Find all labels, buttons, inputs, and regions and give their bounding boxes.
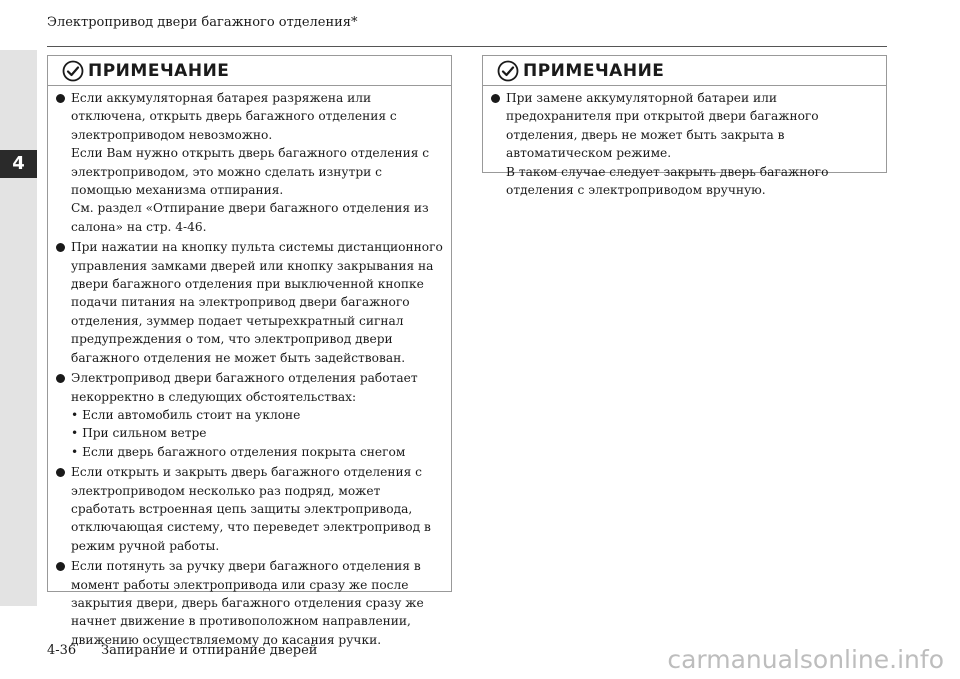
header-divider xyxy=(47,46,887,47)
note-item-text: Если потянуть за ручку двери багажного отделения в момент работы электропривода или сразу же после закрытия двери, дверь багажного отделения сразу же начнет движение в противоположном направлении, движению осуществляемому до касания ручки. xyxy=(71,559,424,647)
note-title: ПРИМЕЧАНИЕ xyxy=(88,60,230,81)
note-item xyxy=(56,557,445,649)
note-item-text: Если открыть и закрыть дверь багажного отделения с электроприводом несколько раз подряд, может сработать встроенная цепь защиты электропривода, отключающая систему, что переведет электропривод в режим ручной работы. xyxy=(71,465,431,553)
note-header xyxy=(48,56,451,86)
bullet-icon xyxy=(491,94,500,103)
note-item-text: В таком случае следует закрыть дверь багажного отделения с электроприводом вручную. xyxy=(506,164,829,198)
note-sub-item: • Если дверь багажного отделения покрыта снегом xyxy=(71,444,406,459)
chapter-number-tab[interactable]: 4 xyxy=(0,150,37,178)
page-number: 4-36 xyxy=(47,643,77,658)
note-sub-item: • Если автомобиль стоит на уклоне xyxy=(71,407,301,422)
note-item-reference: См. раздел «Отпирание двери багажного отделения из салона» на стр. 4-46. xyxy=(71,201,429,234)
bullet-icon xyxy=(56,562,65,571)
note-header xyxy=(483,56,886,86)
note-item xyxy=(56,369,445,461)
note-item-text: При нажатии на кнопку пульта системы дистанционного управления замками дверей или кнопку закрывания на двери багажного отделения при выключенной кнопке подачи питания на электропривод двери багажного отделения, зуммер подает четырехкратный сигнал предупреждения о том, что электропривод двери багажного отделения не может быть задействован. xyxy=(71,240,443,365)
note-item xyxy=(491,89,880,199)
note-item-text: Если Вам нужно открыть дверь багажного отделения с электроприводом, это можно сделать изнутри с помощью механизма отпирания. xyxy=(71,146,430,198)
bullet-icon xyxy=(56,468,65,477)
note-body xyxy=(483,86,886,199)
note-item-text: При замене аккумуляторной батареи или предохранителя при открытой двери багажного отделения, дверь не может быть закрыта в автоматическом режиме. xyxy=(506,91,819,161)
page-header-title: Электропривод двери багажного отделения* xyxy=(47,15,358,30)
bullet-icon xyxy=(56,94,65,103)
note-item-text: Если аккумуляторная батарея разряжена или отключена, открыть дверь багажного отделения с электроприводом невозможно. xyxy=(71,91,397,142)
note-item xyxy=(56,463,445,555)
bullet-icon xyxy=(56,243,65,252)
note-sub-item: • При сильном ветре xyxy=(71,426,207,441)
note-box-right xyxy=(482,55,887,198)
note-title: ПРИМЕЧАНИЕ xyxy=(523,60,665,81)
watermark: carmanualsonline.info xyxy=(667,645,944,674)
bullet-icon xyxy=(56,374,65,383)
note-box-left xyxy=(47,55,452,647)
footer-section-title: Запирание и отпирание дверей xyxy=(101,643,318,658)
note-body xyxy=(48,86,451,649)
note-item-text: Электропривод двери багажного отделения работает некорректно в следующих обстоятельствах: xyxy=(71,371,418,404)
note-item xyxy=(56,89,445,236)
checkmark-icon xyxy=(62,60,84,82)
note-item xyxy=(56,238,445,367)
chapter-side-tab xyxy=(0,50,37,606)
checkmark-icon xyxy=(497,60,519,82)
